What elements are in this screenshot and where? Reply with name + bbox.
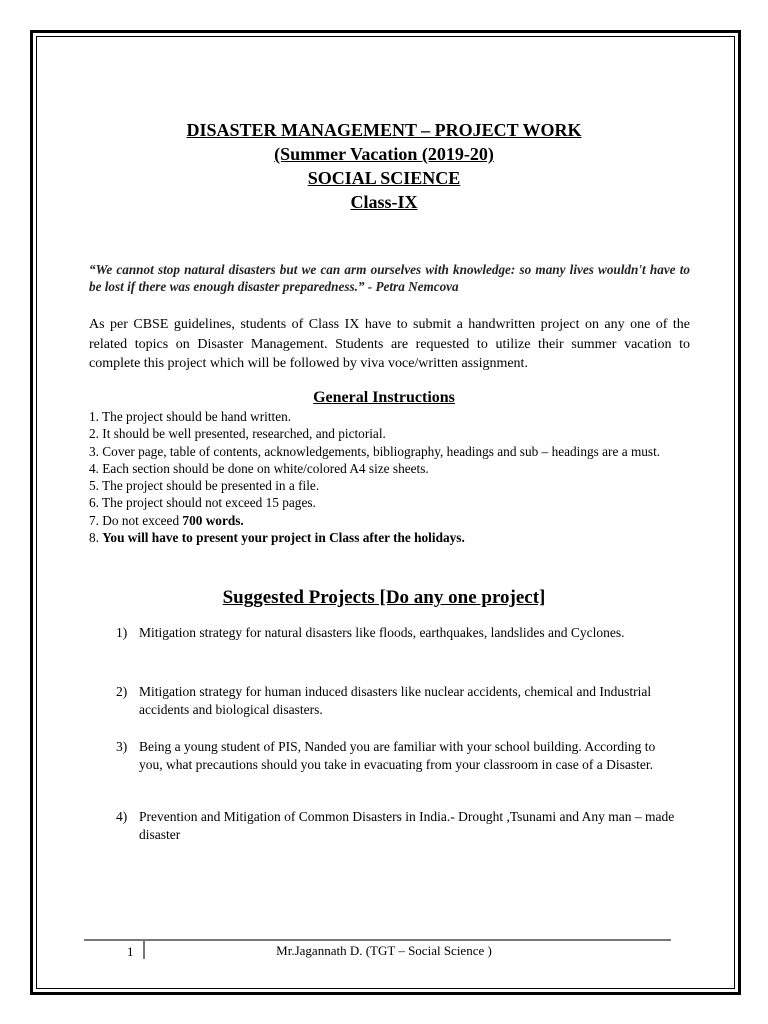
intro-paragraph: As per CBSE guidelines, students of Class IX have to submit a handwritten project on any one of the related topics on Disaster Management. Students are requested to utilize their summer vacation to complete this project which will be followed by viva voce/written assignment. (89, 317, 690, 371)
instruction-item-prefix: 8. (89, 530, 103, 546)
instruction-item: 2. It should be well presented, researched, and pictorial. (89, 426, 386, 442)
instruction-item-emphasis: 700 words. (182, 512, 244, 528)
general-instructions-heading: General Instructions (313, 389, 455, 406)
project-text: Prevention and Mitigation of Common Disasters in India.- Drought ,Tsunami and Any man – made disaster (139, 809, 675, 842)
instruction-item: 4. Each section should be done on white/colored A4 size sheets. (89, 460, 429, 476)
instruction-item: 1. The project should be hand written. (89, 409, 292, 424)
quote-text: “We cannot stop natural disasters but we can arm ourselves with knowledge: so many lives wouldn't have to be lost if there was enough disaster preparedness.” (89, 262, 690, 294)
suggested-projects-heading: Suggested Projects [Do any one project] (222, 587, 546, 608)
instruction-item: 6. The project should not exceed 15 pages. (89, 495, 316, 511)
document-subtitle-session: (Summer Vacation (2019-20) (274, 144, 494, 164)
page-number: 1 (127, 944, 134, 959)
instruction-item-emphasis: You will have to present your project in Class after the holidays. (102, 530, 465, 546)
general-instructions-list (89, 408, 689, 546)
project-text: Mitigation strategy for human induced disasters like nuclear accidents, chemical and Industrial accidents and biological disasters. (139, 684, 652, 717)
project-item (116, 624, 676, 642)
project-number: 4) (116, 809, 128, 824)
instruction-item (89, 512, 689, 529)
project-text: Mitigation strategy for natural disasters like floods, earthquakes, landslides and Cyclones. (139, 625, 625, 640)
project-number: 3) (116, 739, 128, 754)
project-item (116, 683, 676, 719)
project-item (116, 808, 676, 844)
document-class: Class-IX (350, 192, 418, 212)
project-number: 2) (116, 684, 128, 699)
document-title: DISASTER MANAGEMENT – PROJECT WORK (186, 120, 582, 140)
instruction-item: 3. Cover page, table of contents, acknowledgements, bibliography, headings and sub – headings are a must. (89, 443, 661, 459)
instruction-item (89, 529, 689, 546)
project-text: Being a young student of PIS, Nanded you are familiar with your school building. According to you, what precautions should you take in evacuating from your classroom in case of a Disaster. (139, 739, 656, 772)
footer-author: Mr.Jagannath D. (TGT – Social Science ) (276, 943, 492, 958)
footer-divider (84, 939, 671, 941)
instruction-item-prefix: 7. Do not exceed (89, 512, 183, 528)
project-item (116, 738, 676, 774)
quote-attribution: - Petra Nemcova (364, 279, 459, 294)
project-number: 1) (116, 625, 128, 640)
quote-block (89, 261, 690, 295)
instruction-item: 5. The project should be presented in a file. (89, 478, 320, 494)
document-subject: SOCIAL SCIENCE (307, 168, 461, 188)
